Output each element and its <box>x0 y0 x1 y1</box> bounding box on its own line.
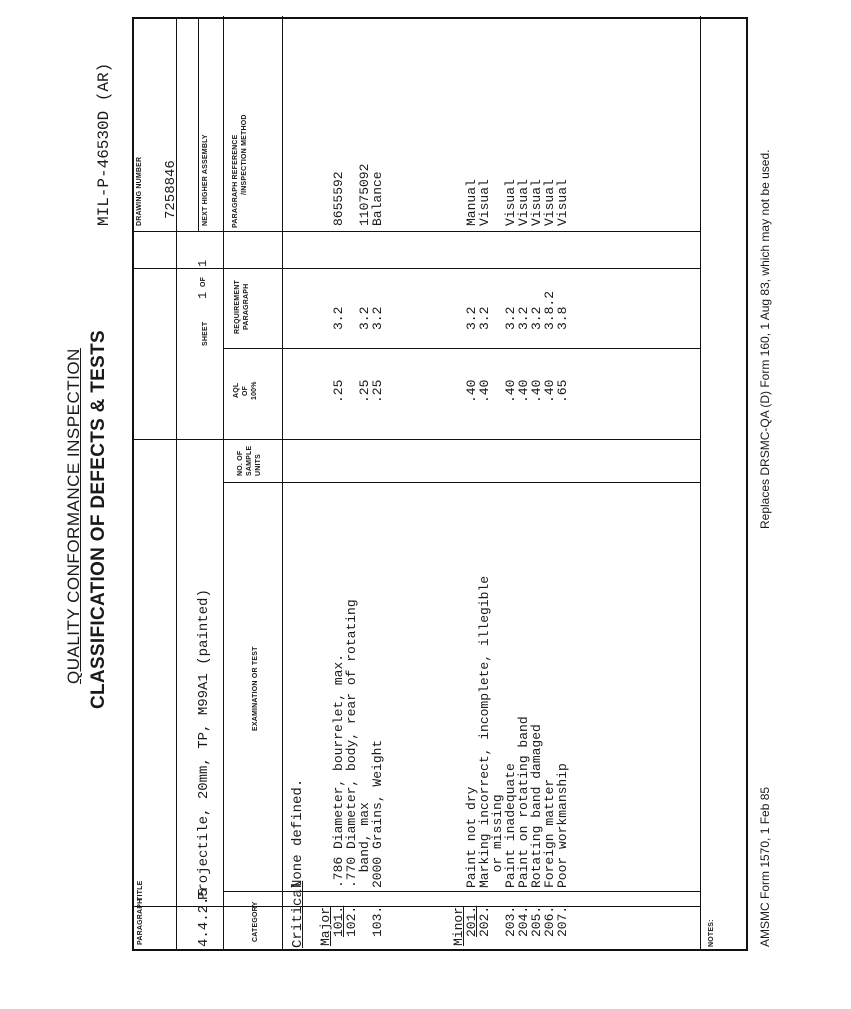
sample-units-header-2: SAMPLE <box>246 445 253 476</box>
drawing-number-value: 7258846 <box>163 160 179 219</box>
category-102: 102. <box>344 905 359 937</box>
req-201: 3.2 <box>464 306 479 330</box>
aql-206: .40 <box>542 379 557 403</box>
method-206: Visual <box>542 179 557 226</box>
column-divider <box>132 231 700 232</box>
major-category-column <box>319 906 384 946</box>
major-method-column <box>332 164 384 226</box>
category-204: 204. <box>516 905 531 937</box>
category-202: 202. <box>477 905 492 937</box>
minor-exam-column <box>465 576 569 888</box>
category-207: 207. <box>555 905 570 937</box>
req-203: 3.2 <box>503 306 518 330</box>
minor-aql-column <box>465 380 569 403</box>
replaces-note: Replaces DRSMC-QA (D) Form 160, 1 Aug 83, which may not be used. <box>758 149 772 529</box>
method-103-a: 11075092 <box>357 163 372 226</box>
major-req-column <box>332 307 384 330</box>
minor-method-column <box>465 179 569 226</box>
examination-header: EXAMINATION OR TEST <box>252 646 259 731</box>
aql-header-2: OF <box>242 385 249 396</box>
method-205: Visual <box>529 179 544 226</box>
category-203: 203. <box>503 905 518 937</box>
method-101: 8655592 <box>331 171 346 226</box>
minor-req-column <box>465 291 569 330</box>
row-divider <box>282 16 283 950</box>
row-divider <box>223 16 224 950</box>
aql-203: .40 <box>503 379 518 403</box>
req-206: 3.8.2 <box>542 290 557 330</box>
category-101: 101. <box>331 905 346 937</box>
category-header: CATEGORY <box>252 901 259 942</box>
paragraph-label: PARAGRAPH <box>137 898 144 945</box>
exam-202-line2: or missing <box>490 794 505 888</box>
req-101: 3.2 <box>331 306 346 330</box>
req-205: 3.2 <box>529 306 544 330</box>
method-207: Visual <box>555 179 570 226</box>
exam-102-line2: band, max <box>357 802 372 888</box>
document-title-line2: CLASSIFICATION OF DEFECTS & TESTS <box>88 330 109 709</box>
document-title-line1: QUALITY CONFORMANCE INSPECTION <box>64 348 83 684</box>
requirement-header-1: REQUIREMENT <box>234 280 241 334</box>
exam-101: .786 Diameter, bourrelet, max. <box>331 653 346 888</box>
method-203: Visual <box>503 179 518 226</box>
exam-203: Paint inadequate <box>503 763 518 888</box>
sample-units-header-3: UNITS <box>255 454 262 476</box>
major-exam-column <box>332 599 384 888</box>
aql-201: .40 <box>464 379 479 403</box>
major-heading: Major <box>318 906 333 946</box>
sheet-value: 1 <box>196 291 210 299</box>
form-identifier: AMSMC Form 1570, 1 Feb 85 <box>758 786 772 947</box>
row-divider <box>176 17 177 951</box>
column-divider <box>223 348 700 349</box>
method-204: Visual <box>516 179 531 226</box>
requirement-header-2: PARAGRAPH <box>243 283 250 330</box>
sheet-of: OF <box>200 276 207 287</box>
critical-text: None defined. <box>290 778 306 888</box>
exam-206: Foreign matter <box>542 778 557 888</box>
row-divider <box>282 232 283 269</box>
exam-202-line1: Marking incorrect, incomplete, illegible <box>477 575 492 888</box>
column-divider <box>132 268 700 269</box>
req-207: 3.8 <box>555 306 570 330</box>
form-frame <box>132 17 748 951</box>
title-value: Projectile, 20mm, TP, M99A1 (painted) <box>196 589 212 900</box>
sheet-label: SHEET <box>202 321 209 346</box>
paragraph-value: 4.4.2.5 <box>196 888 212 947</box>
minor-category-column <box>452 906 569 946</box>
exam-102-line1: .770 Diameter, body, rear of rotating <box>344 599 359 888</box>
aql-103-b: .25 <box>370 379 385 403</box>
minor-heading: Minor <box>451 906 466 946</box>
column-divider <box>223 482 700 483</box>
exam-207: Poor workmanship <box>555 763 570 888</box>
inspection-header-2: /INSPECTION METHOD <box>241 114 248 195</box>
aql-103-a: .25 <box>357 379 372 403</box>
req-202: 3.2 <box>477 306 492 330</box>
req-103-a: 3.2 <box>357 306 372 330</box>
aql-header-3: 100% <box>251 381 258 400</box>
row-divider <box>700 16 701 950</box>
exam-204: Paint on rotating band <box>516 716 531 888</box>
spec-number: MIL-P-46530D (AR) <box>95 62 113 226</box>
category-201: 201. <box>464 905 479 937</box>
column-divider <box>132 906 700 907</box>
method-201: Manual <box>464 179 479 226</box>
category-205: 205. <box>529 905 544 937</box>
sheet-total: 1 <box>196 259 210 267</box>
req-103-b: 3.2 <box>370 306 385 330</box>
major-aql-column <box>332 380 384 403</box>
exam-103: 2000 Grains, Weight <box>370 739 385 888</box>
aql-207: .65 <box>555 379 570 403</box>
aql-204: .40 <box>516 379 531 403</box>
critical-heading: Critical <box>290 880 306 948</box>
sample-units-header-1: NO. OF <box>237 450 244 476</box>
method-103-b: Balance <box>370 171 385 226</box>
category-206: 206. <box>542 905 557 937</box>
drawing-number-label: DRAWING NUMBER <box>136 156 143 226</box>
method-202: Visual <box>477 179 492 226</box>
next-assembly-label: NEXT HIGHER ASSEMBLY <box>202 134 209 226</box>
notes-label: NOTES: <box>708 919 715 947</box>
aql-101: .25 <box>331 379 346 403</box>
exam-201: Paint not dry <box>464 786 479 888</box>
title-label: TITLE <box>137 880 144 901</box>
req-204: 3.2 <box>516 306 531 330</box>
aql-205: .40 <box>529 379 544 403</box>
row-divider <box>198 17 199 232</box>
aql-header-1: AQL <box>233 382 240 398</box>
aql-202: .40 <box>477 379 492 403</box>
category-103: 103. <box>370 905 385 937</box>
exam-205: Rotating band damaged <box>529 724 544 888</box>
inspection-header-1: PARAGRAPH REFERENCE <box>232 134 239 228</box>
column-divider <box>132 439 700 440</box>
